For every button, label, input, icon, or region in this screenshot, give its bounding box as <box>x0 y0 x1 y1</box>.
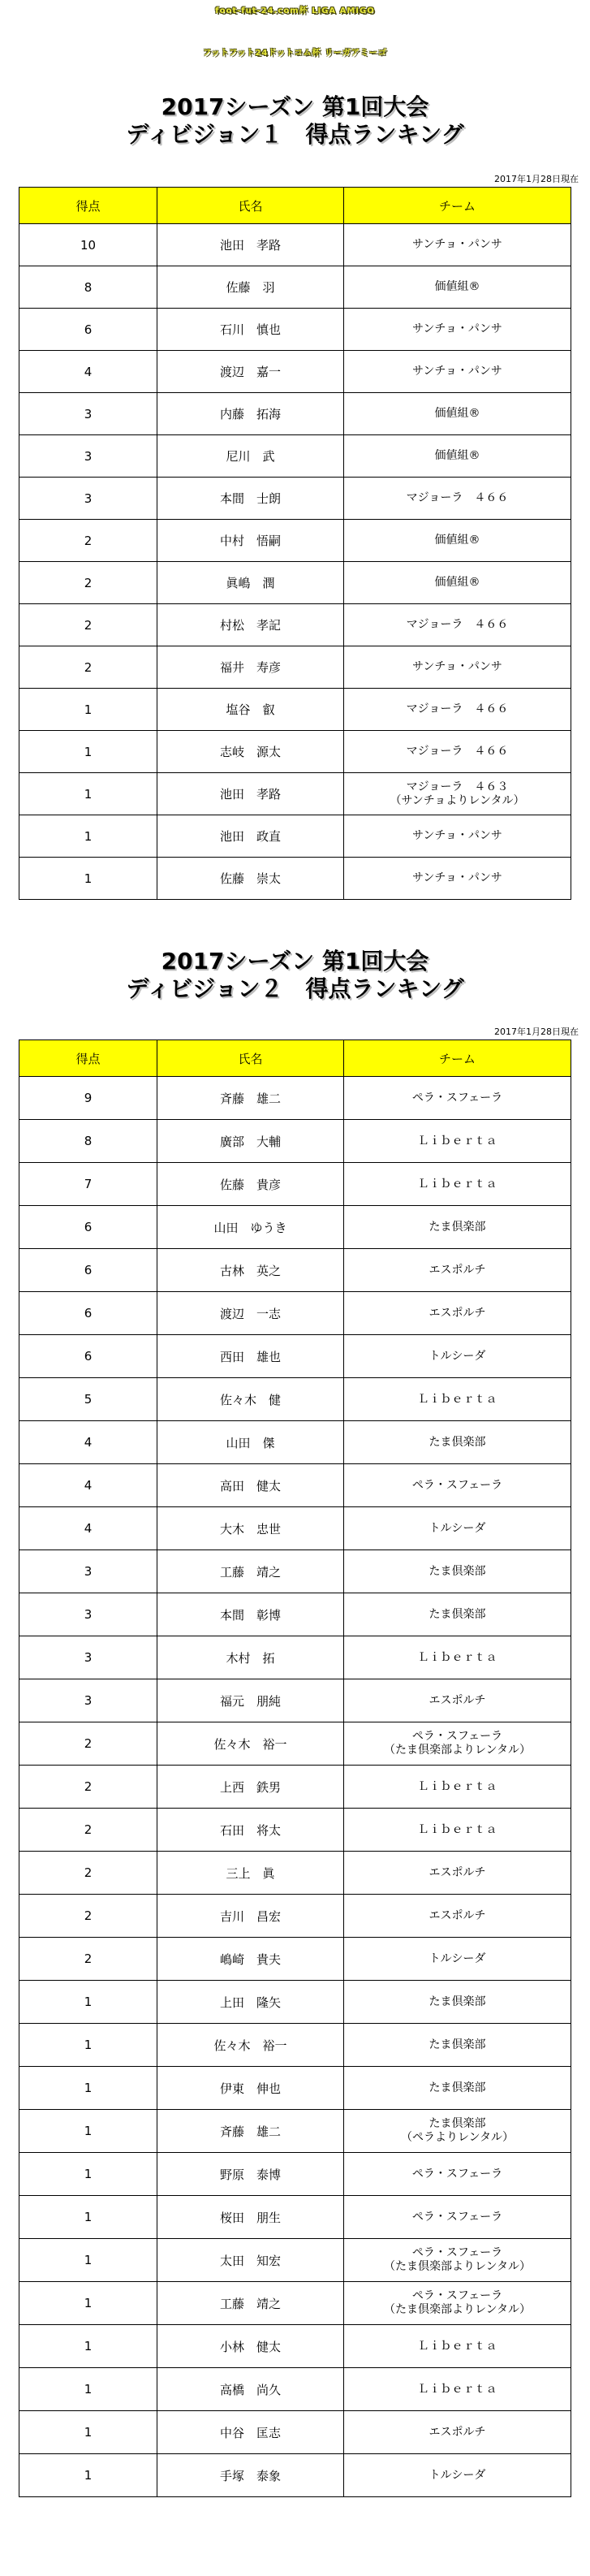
name-cell: 中谷 匡志 <box>157 2411 344 2454</box>
name-cell: 志岐 源太 <box>157 731 344 773</box>
table-row <box>19 1679 571 1722</box>
table-row <box>19 815 571 858</box>
team-cell: マジョーラ ４６６ <box>344 478 571 520</box>
division2-title-ranking: ディビジョン２ 得点ランキング <box>126 975 464 1002</box>
points-cell: 1 <box>19 2454 157 2497</box>
name-column-header: 氏名 <box>157 188 344 224</box>
division1-title <box>0 93 590 149</box>
table-row <box>19 1249 571 1292</box>
name-cell: 福元 朋純 <box>157 1679 344 1722</box>
name-cell: 佐々木 裕一 <box>157 2024 344 2067</box>
division2-ranking-table <box>19 1039 571 2497</box>
points-cell: 1 <box>19 2110 157 2153</box>
team-cell: 価値組® <box>344 393 571 435</box>
points-cell: 3 <box>19 1636 157 1679</box>
team-cell: 価値組® <box>344 562 571 604</box>
table-row <box>19 351 571 393</box>
name-cell: 木村 拓 <box>157 1636 344 1679</box>
division1-as-of-date: 2017年1月28日現在 <box>494 174 579 184</box>
name-cell: 村松 孝記 <box>157 604 344 646</box>
points-cell: 2 <box>19 1722 157 1766</box>
team-cell: たま倶楽部 <box>344 1206 571 1249</box>
team-cell: Ｌｉｂｅｒｔａ <box>344 1809 571 1852</box>
team-cell: マジョーラ ４６３ （サンチョよりレンタル） <box>344 773 571 815</box>
name-cell: 桜田 朋生 <box>157 2196 344 2239</box>
name-cell: 西田 雄也 <box>157 1335 344 1378</box>
team-cell: マジョーラ ４６６ <box>344 689 571 731</box>
points-cell: 1 <box>19 2067 157 2110</box>
table-row <box>19 1378 571 1421</box>
table-row <box>19 2196 571 2239</box>
points-cell: 2 <box>19 604 157 646</box>
table-row <box>19 773 571 815</box>
name-cell: 古林 英之 <box>157 1249 344 1292</box>
points-cell: 4 <box>19 1507 157 1550</box>
table-row <box>19 309 571 351</box>
table-row <box>19 520 571 562</box>
name-cell: 伊東 伸也 <box>157 2067 344 2110</box>
table-header-row <box>19 188 571 224</box>
points-cell: 1 <box>19 858 157 900</box>
banner-title-latin: foot-fut-24.com杯 LIGA AMIGO <box>215 6 375 15</box>
team-cell: ペラ・スフェーラ <box>344 2196 571 2239</box>
table-row <box>19 435 571 478</box>
team-cell: サンチョ・パンサ <box>344 351 571 393</box>
name-cell: 大木 忠世 <box>157 1507 344 1550</box>
name-cell: 本間 士朗 <box>157 478 344 520</box>
table-row <box>19 2067 571 2110</box>
name-cell: 工藤 靖之 <box>157 1550 344 1593</box>
team-cell: ペラ・スフェーラ <box>344 1464 571 1507</box>
name-cell: 佐藤 貴彦 <box>157 1163 344 1206</box>
table-row <box>19 2282 571 2325</box>
points-cell: 1 <box>19 2196 157 2239</box>
table-row <box>19 1766 571 1809</box>
team-cell: サンチョ・パンサ <box>344 815 571 858</box>
table-row <box>19 604 571 646</box>
team-cell: たま倶楽部 （ペラよりレンタル） <box>344 2110 571 2153</box>
team-cell: マジョーラ ４６６ <box>344 731 571 773</box>
name-cell: 池田 孝路 <box>157 773 344 815</box>
division2-table-body <box>19 1077 571 2497</box>
name-cell: 斉藤 雄二 <box>157 2110 344 2153</box>
team-cell: ペラ・スフェーラ （たま倶楽部よりレンタル） <box>344 2239 571 2282</box>
division1-title-ranking: ディビジョン１ 得点ランキング <box>126 121 464 148</box>
team-cell: Ｌｉｂｅｒｔａ <box>344 2368 571 2411</box>
team-cell: エスポルチ <box>344 1679 571 1722</box>
name-cell: 野原 泰博 <box>157 2153 344 2196</box>
name-cell: 高田 健太 <box>157 1464 344 1507</box>
table-row <box>19 1421 571 1464</box>
banner-title-katakana: フットフット24ドットコム杯 リーガアミーゴ <box>203 49 387 58</box>
table-row <box>19 1335 571 1378</box>
table-row <box>19 224 571 266</box>
table-row <box>19 1077 571 1120</box>
table-row <box>19 2110 571 2153</box>
points-cell: 1 <box>19 815 157 858</box>
division2-as-of-date: 2017年1月28日現在 <box>494 1027 579 1037</box>
team-cell: エスポルチ <box>344 2411 571 2454</box>
points-cell: 6 <box>19 309 157 351</box>
name-cell: 池田 政直 <box>157 815 344 858</box>
table-row <box>19 478 571 520</box>
points-cell: 3 <box>19 1550 157 1593</box>
team-cell: エスポルチ <box>344 1852 571 1895</box>
points-cell: 1 <box>19 1981 157 2024</box>
points-cell: 1 <box>19 2282 157 2325</box>
points-cell: 3 <box>19 393 157 435</box>
points-cell: 5 <box>19 1378 157 1421</box>
team-cell: ペラ・スフェーラ <box>344 1077 571 1120</box>
name-cell: 山田 ゆうき <box>157 1206 344 1249</box>
table-row <box>19 1464 571 1507</box>
table-row <box>19 1636 571 1679</box>
team-column-header: チーム <box>344 188 571 224</box>
name-cell: 佐々木 裕一 <box>157 1722 344 1766</box>
table-row <box>19 2368 571 2411</box>
team-cell: エスポルチ <box>344 1292 571 1335</box>
points-cell: 2 <box>19 1766 157 1809</box>
table-row <box>19 1550 571 1593</box>
name-cell: 眞嶋 潤 <box>157 562 344 604</box>
team-cell: サンチョ・パンサ <box>344 858 571 900</box>
team-cell: サンチョ・パンサ <box>344 309 571 351</box>
table-row <box>19 646 571 689</box>
name-cell: 佐藤 崇太 <box>157 858 344 900</box>
team-cell: 価値組® <box>344 266 571 309</box>
table-row <box>19 1507 571 1550</box>
points-cell: 1 <box>19 689 157 731</box>
points-cell: 2 <box>19 562 157 604</box>
table-header-row <box>19 1040 571 1077</box>
points-cell: 4 <box>19 1421 157 1464</box>
table-row <box>19 2325 571 2368</box>
team-cell: ペラ・スフェーラ <box>344 2153 571 2196</box>
name-cell: 太田 知宏 <box>157 2239 344 2282</box>
team-cell: Ｌｉｂｅｒｔａ <box>344 1378 571 1421</box>
name-cell: 福井 寿彦 <box>157 646 344 689</box>
table-row <box>19 731 571 773</box>
team-cell: トルシーダ <box>344 2454 571 2497</box>
name-cell: 内藤 拓海 <box>157 393 344 435</box>
points-cell: 8 <box>19 266 157 309</box>
team-cell: Ｌｉｂｅｒｔａ <box>344 1766 571 1809</box>
points-cell: 3 <box>19 478 157 520</box>
points-cell: 1 <box>19 2153 157 2196</box>
division1-ranking-table <box>19 187 571 900</box>
points-cell: 2 <box>19 1809 157 1852</box>
team-cell: 価値組® <box>344 435 571 478</box>
team-cell: Ｌｉｂｅｒｔａ <box>344 1120 571 1163</box>
points-cell: 6 <box>19 1206 157 1249</box>
points-cell: 1 <box>19 773 157 815</box>
table-row <box>19 1120 571 1163</box>
name-cell: 小林 健太 <box>157 2325 344 2368</box>
name-cell: 手塚 泰象 <box>157 2454 344 2497</box>
table-row <box>19 1852 571 1895</box>
team-cell: ペラ・スフェーラ （たま倶楽部よりレンタル） <box>344 2282 571 2325</box>
table-row <box>19 858 571 900</box>
points-cell: 1 <box>19 2239 157 2282</box>
table-row <box>19 266 571 309</box>
points-cell: 3 <box>19 435 157 478</box>
table-row <box>19 562 571 604</box>
table-row <box>19 1722 571 1766</box>
name-cell: 尼川 武 <box>157 435 344 478</box>
points-column-header: 得点 <box>19 1040 157 1077</box>
points-cell: 4 <box>19 351 157 393</box>
team-cell: たま倶楽部 <box>344 1981 571 2024</box>
name-cell: 池田 孝路 <box>157 224 344 266</box>
name-cell: 渡辺 嘉一 <box>157 351 344 393</box>
division2-title-season: 2017シーズン 第1回大会 <box>161 948 429 975</box>
name-cell: 工藤 靖之 <box>157 2282 344 2325</box>
team-cell: Ｌｉｂｅｒｔａ <box>344 1163 571 1206</box>
team-cell: たま倶楽部 <box>344 2024 571 2067</box>
name-cell: 嶋崎 貴夫 <box>157 1938 344 1981</box>
team-cell: マジョーラ ４６６ <box>344 604 571 646</box>
table-row <box>19 1163 571 1206</box>
points-cell: 6 <box>19 1292 157 1335</box>
table-row <box>19 393 571 435</box>
name-cell: 石田 将太 <box>157 1809 344 1852</box>
name-cell: 三上 眞 <box>157 1852 344 1895</box>
table-row <box>19 1895 571 1938</box>
points-cell: 7 <box>19 1163 157 1206</box>
name-cell: 上西 鉄男 <box>157 1766 344 1809</box>
points-cell: 3 <box>19 1679 157 1722</box>
name-cell: 本間 彰博 <box>157 1593 344 1636</box>
name-cell: 石川 慎也 <box>157 309 344 351</box>
points-cell: 3 <box>19 1593 157 1636</box>
points-cell: 1 <box>19 2411 157 2454</box>
name-cell: 山田 傑 <box>157 1421 344 1464</box>
table-row <box>19 1938 571 1981</box>
team-cell: トルシーダ <box>344 1335 571 1378</box>
team-cell: サンチョ・パンサ <box>344 646 571 689</box>
team-cell: トルシーダ <box>344 1938 571 1981</box>
points-cell: 9 <box>19 1077 157 1120</box>
points-cell: 2 <box>19 520 157 562</box>
table-row <box>19 2454 571 2497</box>
points-cell: 2 <box>19 1895 157 1938</box>
table-row <box>19 1292 571 1335</box>
table-row <box>19 1981 571 2024</box>
team-cell: Ｌｉｂｅｒｔａ <box>344 2325 571 2368</box>
points-cell: 4 <box>19 1464 157 1507</box>
team-cell: たま倶楽部 <box>344 1550 571 1593</box>
team-cell: Ｌｉｂｅｒｔａ <box>344 1636 571 1679</box>
points-cell: 1 <box>19 2368 157 2411</box>
points-column-header: 得点 <box>19 188 157 224</box>
name-cell: 吉川 昌宏 <box>157 1895 344 1938</box>
team-cell: サンチョ・パンサ <box>344 224 571 266</box>
points-cell: 8 <box>19 1120 157 1163</box>
points-cell: 1 <box>19 731 157 773</box>
name-cell: 廣部 大輔 <box>157 1120 344 1163</box>
team-cell: たま倶楽部 <box>344 1593 571 1636</box>
name-cell: 高橋 尚久 <box>157 2368 344 2411</box>
name-cell: 中村 悟嗣 <box>157 520 344 562</box>
name-cell: 斉藤 雄二 <box>157 1077 344 1120</box>
table-row <box>19 2024 571 2067</box>
table-row <box>19 1809 571 1852</box>
points-cell: 2 <box>19 1938 157 1981</box>
team-cell: ペラ・スフェーラ （たま倶楽部よりレンタル） <box>344 1722 571 1766</box>
table-row <box>19 1593 571 1636</box>
team-cell: たま倶楽部 <box>344 1421 571 1464</box>
name-cell: 上田 隆矢 <box>157 1981 344 2024</box>
team-cell: 価値組® <box>344 520 571 562</box>
team-cell: エスポルチ <box>344 1249 571 1292</box>
division1-title-season: 2017シーズン 第1回大会 <box>161 93 429 120</box>
name-cell: 佐藤 羽 <box>157 266 344 309</box>
table-row <box>19 689 571 731</box>
points-cell: 6 <box>19 1249 157 1292</box>
table-row <box>19 2239 571 2282</box>
name-cell: 渡辺 一志 <box>157 1292 344 1335</box>
points-cell: 2 <box>19 1852 157 1895</box>
name-cell: 佐々木 健 <box>157 1378 344 1421</box>
points-cell: 1 <box>19 2024 157 2067</box>
points-cell: 6 <box>19 1335 157 1378</box>
team-cell: エスポルチ <box>344 1895 571 1938</box>
points-cell: 10 <box>19 224 157 266</box>
table-row <box>19 2153 571 2196</box>
team-cell: たま倶楽部 <box>344 2067 571 2110</box>
division1-table-body <box>19 224 571 900</box>
team-column-header: チーム <box>344 1040 571 1077</box>
division2-title <box>0 948 590 1003</box>
name-column-header: 氏名 <box>157 1040 344 1077</box>
points-cell: 2 <box>19 646 157 689</box>
table-row <box>19 1206 571 1249</box>
name-cell: 塩谷 叡 <box>157 689 344 731</box>
table-row <box>19 2411 571 2454</box>
points-cell: 1 <box>19 2325 157 2368</box>
team-cell: トルシーダ <box>344 1507 571 1550</box>
